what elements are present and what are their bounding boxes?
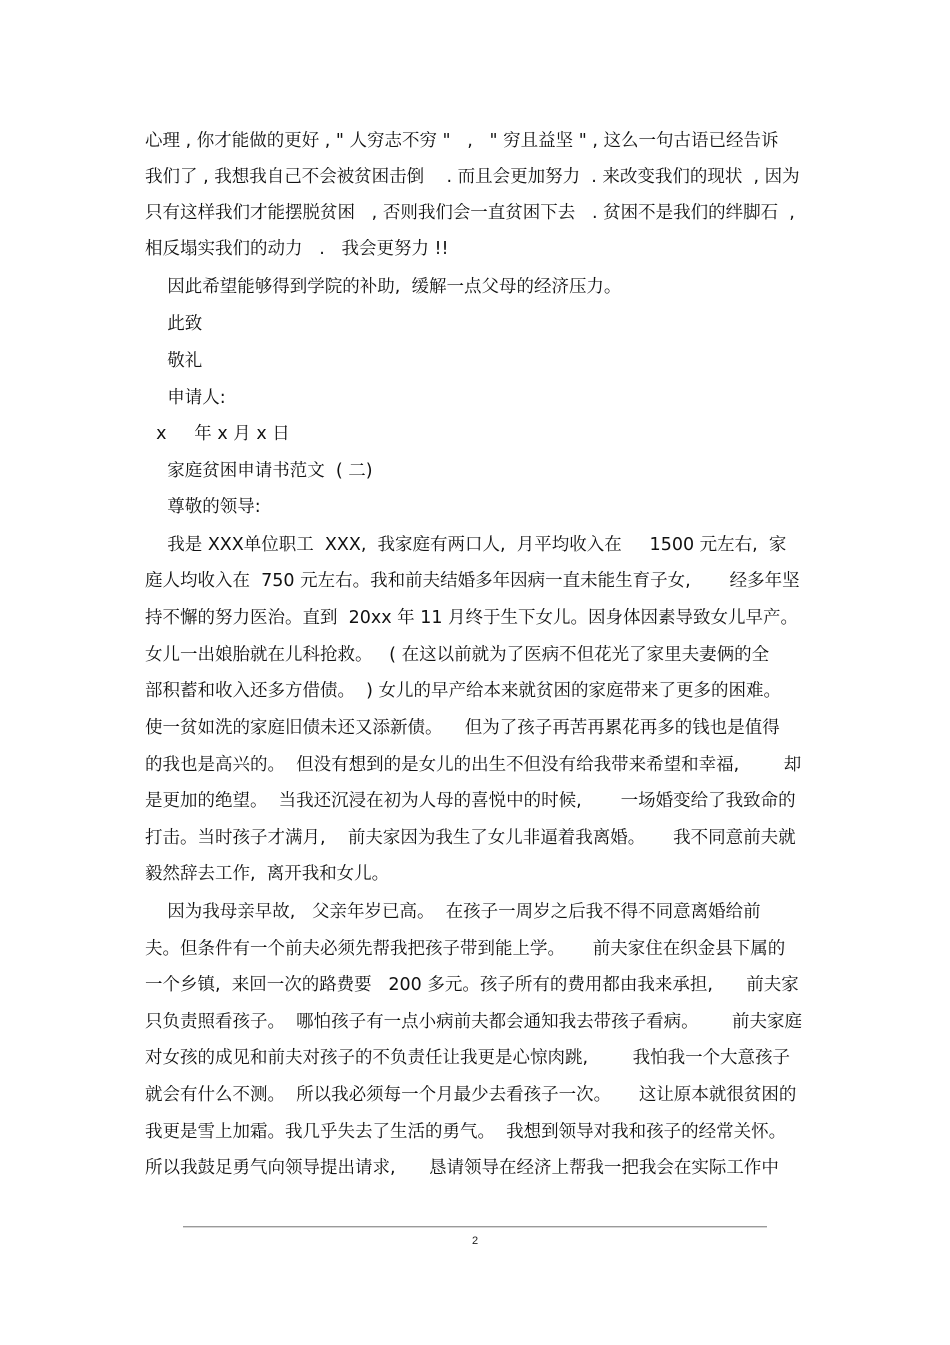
text-line: 只有这样我们才能摆脱贫困 , 否则我们会一直贫困下去 . 贫困不是我们的绊脚石 , <box>145 203 795 223</box>
text-line: 因为我母亲早故, 父亲年岁已高。 在孩子一周岁之后我不得不同意离婚给前 <box>145 902 761 922</box>
date-line: x 年 x 月 x 日 <box>145 424 290 444</box>
text-line: 使一贫如洗的家庭旧债未还又添新债。 但为了孩子再苦再累花再多的钱也是值得 <box>145 718 780 738</box>
text-line: 部积蓄和收入还多方借债。 ) 女儿的早产给本来就贫困的家庭带来了更多的困难。 <box>145 681 782 701</box>
text-line: 我是 XXX单位职工 XXX, 我家庭有两口人, 月平均收入在 1500 元左右, 家 <box>145 535 787 555</box>
text-line: 对女孩的成见和前夫对孩子的不负责任让我更是心惊肉跳, 我怕我一个大意孩子 <box>145 1048 791 1068</box>
text-line: 相反塌实我们的动力 . 我会更努力 !! <box>145 239 449 259</box>
text-line: 一个乡镇, 来回一次的路费要 200 多元。孩子所有的费用都由我来承担, 前夫家 <box>145 975 799 995</box>
text-line: 的我也是高兴的。 但没有想到的是女儿的出生不但没有给我带来希望和幸福, 却 <box>145 755 802 775</box>
page-number: 2 <box>471 1235 479 1247</box>
footer-divider <box>183 1226 767 1227</box>
salutation-line: 此致 <box>145 314 203 334</box>
text-line: 毅然辞去工作, 离开我和女儿。 <box>145 864 390 884</box>
text-line: 就会有什么不测。 所以我必须每一个月最少去看孩子一次。 这让原本就很贫困的 <box>145 1085 797 1105</box>
greeting-line: 尊敬的领导: <box>145 497 261 517</box>
text-line: 所以我鼓足勇气向领导提出请求, 恳请领导在经济上帮我一把我会在实际工作中 <box>145 1158 779 1178</box>
text-line: 女儿一出娘胎就在儿科抢救。 ( 在这以前就为了医病不但花光了家里夫妻俩的全 <box>145 645 770 665</box>
text-line: 夫。但条件有一个前夫必须先帮我把孩子带到能上学。 前夫家住在织金县下属的 <box>145 939 786 959</box>
text-line: 是更加的绝望。 当我还沉浸在初为人母的喜悦中的时候, 一场婚变给了我致命的 <box>145 791 796 811</box>
text-line: 我们了 , 我想我自己不会被贫困击倒 . 而且会更加努力 . 来改变我们的现状 , 因为 <box>145 167 800 187</box>
text-line: 因此希望能够得到学院的补助, 缓解一点父母的经济压力。 <box>145 277 622 297</box>
text-line: 庭人均收入在 750 元左右。我和前夫结婚多年因病一直未能生育子女, 经多年坚 <box>145 571 800 591</box>
section-title: 家庭贫困申请书范文 ( 二) <box>145 461 373 481</box>
text-line: 只负责照看孩子。 哪怕孩子有一点小病前夫都会通知我去带孩子看病。 前夫家庭 <box>145 1012 802 1032</box>
salutation-line: 敬礼 <box>145 351 203 371</box>
text-line: 心理 , 你才能做的更好 , " 人穷志不穷 " , " 穷且益坚 " , 这么一句古语已经告诉 <box>145 131 779 151</box>
text-line: 我更是雪上加霜。我几乎失去了生活的勇气。 我想到领导对我和孩子的经常关怀。 <box>145 1122 787 1142</box>
text-line: 持不懈的努力医治。直到 20xx 年 11 月终于生下女儿。因身体因素导致女儿早产。 <box>145 608 799 628</box>
text-line: 打击。当时孩子才满月, 前夫家因为我生了女儿非逼着我离婚。 我不同意前夫就 <box>145 828 796 848</box>
applicant-line: 申请人: <box>145 388 226 408</box>
